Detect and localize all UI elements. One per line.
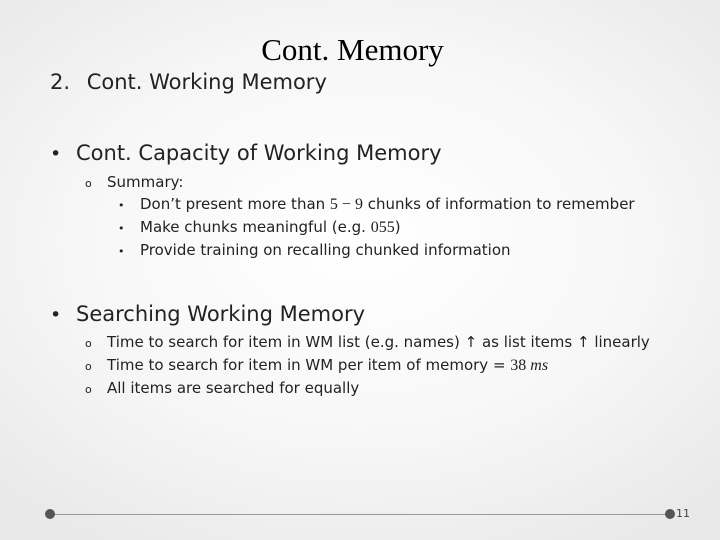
summary-item (85, 173, 183, 191)
summary-label: Summary: (107, 173, 184, 191)
summary-text: Make chunks meaningful (e.g. (140, 218, 371, 236)
search-item (85, 333, 650, 351)
summary-bullet (118, 195, 635, 214)
section-heading-text: Searching Working Memory (76, 302, 366, 326)
summary-text: Don’t present more than (140, 195, 330, 213)
circle-bullet-icon: o (85, 177, 92, 190)
subtitle-number: 2. (50, 70, 71, 94)
summary-text: Provide training on recalling chunked information (140, 241, 511, 259)
search-text: Time to search for item in WM list (e.g. names) ↑ as list items ↑ linearly (107, 333, 650, 351)
footer-divider (50, 514, 670, 515)
footer-right-dot-icon (665, 509, 675, 519)
circle-bullet-icon: o (85, 383, 92, 396)
section-heading-searching (50, 302, 365, 326)
summary-text: chunks of information to remember (362, 195, 635, 213)
page-number: 11 (676, 507, 690, 520)
math-number: 38 (510, 357, 527, 374)
section-heading-capacity (50, 141, 442, 165)
bullet-icon: • (118, 222, 125, 235)
summary-bullet (118, 218, 401, 237)
circle-bullet-icon: o (85, 337, 92, 350)
bullet-icon: • (50, 304, 62, 326)
summary-bullet (118, 241, 511, 259)
math-unit: ms (530, 357, 549, 374)
math-value (510, 357, 548, 374)
footer-left-dot-icon (45, 509, 55, 519)
section-heading-text: Cont. Capacity of Working Memory (76, 141, 442, 165)
slide-title: Cont. Memory (261, 32, 444, 67)
bullet-icon: • (118, 245, 125, 258)
bullet-icon: • (50, 143, 62, 165)
math-range: 5 − 9 (329, 196, 363, 213)
circle-bullet-icon: o (85, 360, 92, 373)
search-item (85, 379, 359, 397)
subtitle-text: Cont. Working Memory (86, 70, 327, 94)
search-text: All items are searched for equally (107, 379, 360, 397)
slide-subtitle (50, 70, 327, 94)
bullet-icon: • (118, 199, 125, 212)
search-item (85, 356, 548, 375)
math-example: 055 (370, 219, 395, 236)
search-text: Time to search for item in WM per item of memory = (107, 356, 511, 374)
summary-text: ) (394, 218, 401, 236)
